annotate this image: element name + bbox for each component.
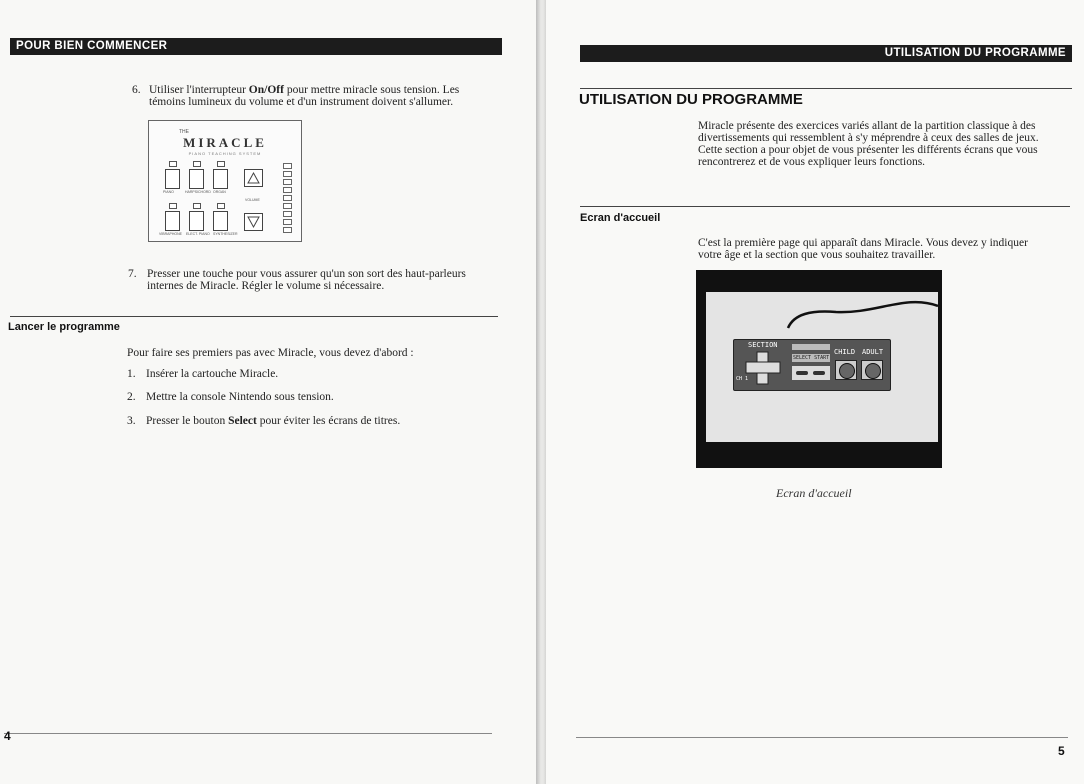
led-indicator	[193, 203, 201, 209]
right-intro-text: Miracle présente des exercices variés allant de la partition classique à des divertissements qui ressemblent à s'y méprendre à ceux des salles de jeux. Cette section a pour objet de vous présenter les différents écrans que vous rencontrerez et de vous expliquer leurs fonctions.	[698, 120, 1039, 168]
step-6-text-post: pour mettre miracle sous tension. Les témoins lumineux du volume et d'un instrument doivent s'allumer.	[149, 84, 460, 108]
tv-screen	[706, 292, 938, 442]
instrument-key	[189, 169, 204, 189]
volume-meter-segment	[283, 179, 292, 185]
step-6-number: 6.	[132, 84, 141, 96]
stripe	[792, 354, 830, 362]
volume-meter-segment	[283, 171, 292, 177]
led-indicator	[217, 203, 225, 209]
step-7-text: Presser une touche pour vous assurer qu'un son sort des haut-parleurs internes de Miracle. Régler le volume si nécessaire.	[147, 268, 466, 292]
select-start-buttons	[792, 366, 830, 380]
label-volume: VOLUME	[245, 198, 260, 202]
left-page-header: POUR BIEN COMMENCER	[10, 38, 502, 55]
ecran-description: C'est la première page qui apparaît dans Miracle. Vous devez y indiquer votre âge et la section que vous souhaitez travailler.	[698, 237, 1028, 261]
right-page	[546, 0, 1084, 784]
section-title-lancer: Lancer le programme	[8, 321, 120, 333]
select-start-label: SELECT START	[793, 355, 830, 361]
volume-meter-segment	[283, 195, 292, 201]
right-page-header: UTILISATION DU PROGRAMME	[580, 45, 1072, 62]
step-6-text-pre: Utiliser l'interrupteur	[149, 84, 249, 96]
step-6	[132, 84, 477, 108]
step-6-bold: On/Off	[248, 84, 284, 96]
adult-button-frame	[861, 360, 883, 380]
select-pill	[796, 371, 808, 375]
label-harpsichord: HARPSICHORD	[185, 190, 211, 194]
label-organ: ORGAN	[213, 190, 226, 194]
section-divider	[580, 206, 1070, 207]
page-number-left: 4	[4, 729, 11, 743]
led-indicator	[169, 203, 177, 209]
stripe	[792, 344, 830, 350]
step-1	[127, 368, 487, 380]
led-indicator	[169, 161, 177, 167]
step-7-number: 7.	[128, 268, 137, 280]
label-synthesizer: SYNTHESIZER	[213, 232, 238, 236]
adult-button	[865, 363, 881, 379]
step-2	[127, 391, 487, 403]
logo-top: THE	[179, 129, 189, 135]
step-3-bold: Select	[228, 415, 257, 427]
miracle-keyboard-panel-illustration	[148, 120, 302, 242]
step-3-text-post: pour éviter les écrans de titres.	[256, 415, 401, 427]
instrument-key	[213, 169, 228, 189]
step-1-text: Insérer la cartouche Miracle.	[146, 368, 279, 380]
controller-graphic	[733, 339, 891, 391]
step-2-number: 2.	[127, 391, 136, 403]
adult-label: ADULT	[862, 348, 884, 356]
welcome-screen-photo	[696, 270, 942, 468]
led-indicator	[193, 161, 201, 167]
child-button	[839, 363, 855, 379]
triangle-up-icon	[245, 170, 262, 186]
footer-rule	[576, 737, 1068, 738]
label-vibraphone: VIBRAPHONE	[159, 232, 182, 236]
volume-up-key	[244, 169, 263, 187]
child-button-frame	[835, 360, 857, 380]
dpad-icon	[744, 350, 784, 386]
volume-down-key	[244, 213, 263, 231]
instrument-key	[213, 211, 228, 231]
section-label: SECTION	[748, 341, 778, 349]
label-piano: PIANO	[163, 190, 174, 194]
intro-text: Pour faire ses premiers pas avec Miracle, vous devez d'abord :	[127, 347, 414, 359]
miracle-logo: MIRACLE	[183, 135, 267, 150]
label-elect-piano: ELECT. PIANO	[186, 232, 210, 236]
instrument-key	[165, 169, 180, 189]
instrument-key	[165, 211, 180, 231]
step-3	[127, 415, 487, 427]
child-label: CHILD	[834, 348, 856, 356]
volume-meter-segment	[283, 227, 292, 233]
step-7	[128, 268, 478, 292]
step-2-text: Mettre la console Nintendo sous tension.	[146, 391, 334, 403]
start-pill	[813, 371, 825, 375]
volume-meter-segment	[283, 219, 292, 225]
instrument-key	[189, 211, 204, 231]
step-3-text-pre: Presser le bouton	[146, 415, 229, 427]
page-number-right: 5	[1058, 744, 1065, 758]
left-page	[0, 0, 538, 784]
section-divider	[10, 316, 498, 317]
volume-meter-segment	[283, 203, 292, 209]
volume-meter-segment	[283, 187, 292, 193]
step-3-number: 3.	[127, 415, 136, 427]
step-1-number: 1.	[127, 368, 136, 380]
footer-rule	[4, 733, 492, 734]
led-indicator	[217, 161, 225, 167]
logo-tagline: PIANO TEACHING SYSTEM	[188, 151, 262, 156]
volume-meter-segment	[283, 163, 292, 169]
triangle-down-icon	[245, 214, 262, 230]
title-rule	[580, 88, 1072, 89]
channel-label: CH 1	[736, 376, 749, 382]
section-title-ecran: Ecran d'accueil	[580, 212, 661, 224]
page-title: UTILISATION DU PROGRAMME	[579, 91, 803, 108]
screen-caption: Ecran d'accueil	[776, 486, 852, 500]
volume-meter-segment	[283, 211, 292, 217]
